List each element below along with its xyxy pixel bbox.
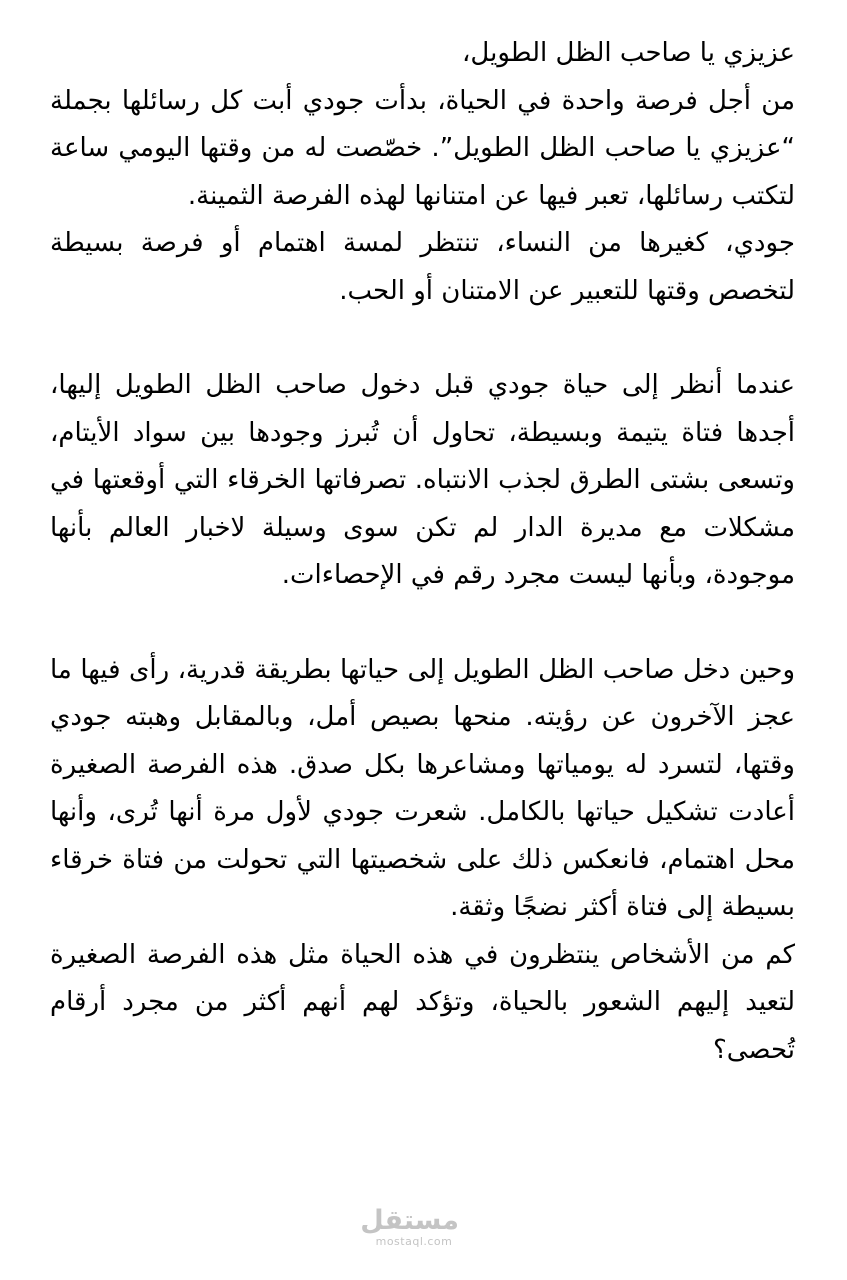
paragraph-spacer xyxy=(50,600,795,647)
document-body xyxy=(50,30,795,1074)
paragraph-before: عندما أنظر إلى حياة جودي قبل دخول صاحب الظل الطويل إليها، أجدها فتاة يتيمة وبسيطة، تحاول أن تُبرز وجودها بين سواد الأيتام، وتسعى بشتى الطرق لجذب الانتباه. تصرفاتها الخرقاء التي أوقعتها في مشكلات مع مديرة الدار لم تكن سوى وسيلة لاخبار العالم بأنها موجودة، وبأنها ليست مجرد رقم في الإحصاءات. xyxy=(50,370,795,590)
paragraph-after: وحين دخل صاحب الظل الطويل إلى حياتها بطريقة قدرية، رأى فيها ما عجز الآخرون عن رؤيته. منحها بصيص أمل، وبالمقابل وهبته جودي وقتها، لتسرد له يومياتها ومشاعرها بكل صدق. هذه الفرصة الصغيرة أعادت تشكيل حياتها بالكامل. شعرت جودي لأول مرة أنها تُرى، وأنها محل اهتمام، فانعكس ذلك على شخصيتها التي تحولت من فتاة خرقاء بسيطة إلى فتاة أكثر نضجًا وثقة. xyxy=(50,654,795,922)
watermark-logo: مستقل xyxy=(360,1205,459,1236)
paragraph-intro: من أجل فرصة واحدة في الحياة، بدأت جودي أبت كل رسائلها بجملة “عزيزي يا صاحب الظل الطويل”. خصّصت له من وقتها اليومي ساعة لتكتب رسائلها، تعبر فيها عن امتنانها لهذه الفرصة الثمينة. xyxy=(50,85,795,211)
paragraph-waiting: جودي، كغيرها من النساء، تنتظر لمسة اهتمام أو فرصة بسيطة لتخصص وقتها للتعبير عن الامتنان أو الحب. xyxy=(50,228,795,306)
mostaql-watermark xyxy=(360,1205,459,1248)
watermark-domain: mostaql.com xyxy=(375,1235,453,1248)
paragraph-closing-question: كم من الأشخاص ينتظرون في هذه الحياة مثل هذه الفرصة الصغيرة لتعيد إليهم الشعور بالحياة، وتؤكد لهم أنهم أكثر من مجرد أرقام تُحصى؟ xyxy=(50,939,795,1065)
letter-salutation: عزيزي يا صاحب الظل الطويل، xyxy=(462,38,795,68)
paragraph-spacer xyxy=(50,315,795,362)
